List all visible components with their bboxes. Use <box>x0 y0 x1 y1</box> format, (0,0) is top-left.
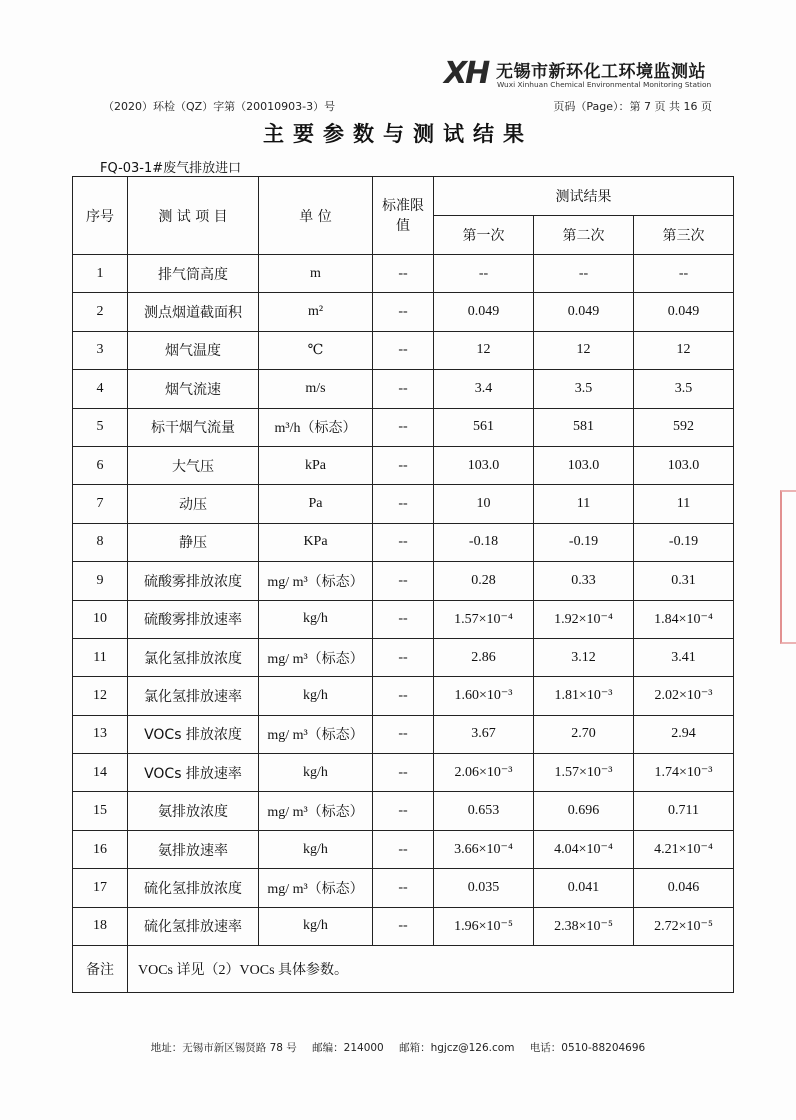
row-limit: -- <box>373 255 434 293</box>
table-row <box>73 562 734 600</box>
row-unit: kg/h <box>259 830 373 868</box>
row-run-1: 1.96×10⁻⁵ <box>434 907 534 945</box>
row-no: 9 <box>73 562 128 600</box>
row-unit: kPa <box>259 446 373 484</box>
row-run-3: 0.046 <box>634 869 734 907</box>
row-unit: KPa <box>259 523 373 561</box>
row-run-2: 0.049 <box>534 293 634 331</box>
row-no: 1 <box>73 255 128 293</box>
footer-address: 地址：无锡市新区锡贤路 78 号 <box>150 1042 297 1054</box>
row-limit: -- <box>373 830 434 868</box>
results-body <box>73 255 734 946</box>
row-run-1: 3.66×10⁻⁴ <box>434 830 534 868</box>
table-row <box>73 370 734 408</box>
row-limit: -- <box>373 677 434 715</box>
row-limit: -- <box>373 523 434 561</box>
row-run-1: 0.035 <box>434 869 534 907</box>
row-item: 烟气流速 <box>128 370 259 408</box>
row-run-2: -- <box>534 255 634 293</box>
row-item: VOCs 排放浓度 <box>128 715 259 753</box>
row-no: 15 <box>73 792 128 830</box>
row-run-1: -- <box>434 255 534 293</box>
row-no: 18 <box>73 907 128 945</box>
row-run-3: 2.02×10⁻³ <box>634 677 734 715</box>
row-item: 氯化氢排放速率 <box>128 677 259 715</box>
row-no: 17 <box>73 869 128 907</box>
row-unit: Pa <box>259 485 373 523</box>
row-limit: -- <box>373 715 434 753</box>
row-item: 硫化氢排放速率 <box>128 907 259 945</box>
header-unit: 单 位 <box>259 177 373 255</box>
row-unit: kg/h <box>259 677 373 715</box>
table-row <box>73 830 734 868</box>
row-run-1: 3.4 <box>434 370 534 408</box>
table-row <box>73 600 734 638</box>
row-no: 2 <box>73 293 128 331</box>
row-unit: m³/h（标态） <box>259 408 373 446</box>
row-run-3: 11 <box>634 485 734 523</box>
table-row <box>73 293 734 331</box>
row-unit: mg/ m³（标态） <box>259 792 373 830</box>
header-run-3: 第三次 <box>634 216 734 255</box>
row-run-3: 0.31 <box>634 562 734 600</box>
row-run-1: 0.049 <box>434 293 534 331</box>
row-run-2: -0.19 <box>534 523 634 561</box>
row-unit: kg/h <box>259 907 373 945</box>
row-run-3: -0.19 <box>634 523 734 561</box>
header-row-1 <box>73 177 734 216</box>
row-run-2: 1.92×10⁻⁴ <box>534 600 634 638</box>
row-no: 14 <box>73 754 128 792</box>
row-run-1: -0.18 <box>434 523 534 561</box>
table-row <box>73 408 734 446</box>
remark-row <box>73 946 734 993</box>
row-run-3: 4.21×10⁻⁴ <box>634 830 734 868</box>
footer <box>0 1040 796 1055</box>
row-item: 测点烟道截面积 <box>128 293 259 331</box>
table-row <box>73 754 734 792</box>
row-run-3: 3.41 <box>634 638 734 676</box>
row-run-2: 0.696 <box>534 792 634 830</box>
row-run-3: 12 <box>634 331 734 369</box>
logo-mark: XH <box>444 56 489 91</box>
row-item: 标干烟气流量 <box>128 408 259 446</box>
row-run-1: 2.06×10⁻³ <box>434 754 534 792</box>
table-row <box>73 869 734 907</box>
row-unit: kg/h <box>259 754 373 792</box>
header-run-2: 第二次 <box>534 216 634 255</box>
row-unit: kg/h <box>259 600 373 638</box>
row-item: 硫酸雾排放速率 <box>128 600 259 638</box>
row-no: 8 <box>73 523 128 561</box>
company-name-en: Wuxi Xinhuan Chemical Environmental Monitoring Station <box>497 80 712 89</box>
row-limit: -- <box>373 754 434 792</box>
footer-phone: 电话：0510-88204696 <box>529 1042 646 1054</box>
row-limit: -- <box>373 792 434 830</box>
row-item: 烟气温度 <box>128 331 259 369</box>
results-table <box>72 176 734 993</box>
page-info: 页码（Page）：第 7 页 共 16 页 <box>553 100 712 113</box>
row-item: 氨排放浓度 <box>128 792 259 830</box>
header-limit: 标准限值 <box>373 177 434 255</box>
row-run-2: 2.70 <box>534 715 634 753</box>
row-no: 7 <box>73 485 128 523</box>
row-item: 动压 <box>128 485 259 523</box>
row-run-1: 0.28 <box>434 562 534 600</box>
table-row <box>73 638 734 676</box>
row-run-1: 561 <box>434 408 534 446</box>
row-run-3: 1.74×10⁻³ <box>634 754 734 792</box>
row-run-3: 0.711 <box>634 792 734 830</box>
row-item: 氨排放速率 <box>128 830 259 868</box>
row-no: 10 <box>73 600 128 638</box>
row-run-3: 592 <box>634 408 734 446</box>
row-limit: -- <box>373 869 434 907</box>
row-no: 12 <box>73 677 128 715</box>
row-item: 氯化氢排放浓度 <box>128 638 259 676</box>
row-run-2: 12 <box>534 331 634 369</box>
row-no: 4 <box>73 370 128 408</box>
row-unit: mg/ m³（标态） <box>259 638 373 676</box>
footer-email: 邮箱：hgjcz@126.com <box>399 1042 515 1054</box>
row-no: 6 <box>73 446 128 484</box>
row-unit: mg/ m³（标态） <box>259 715 373 753</box>
table-row <box>73 523 734 561</box>
remark-label: 备注 <box>73 946 128 993</box>
row-run-3: 3.5 <box>634 370 734 408</box>
table-row <box>73 446 734 484</box>
row-item: 大气压 <box>128 446 259 484</box>
row-run-2: 0.041 <box>534 869 634 907</box>
row-limit: -- <box>373 331 434 369</box>
row-run-2: 4.04×10⁻⁴ <box>534 830 634 868</box>
row-run-1: 1.57×10⁻⁴ <box>434 600 534 638</box>
row-item: VOCs 排放速率 <box>128 754 259 792</box>
row-item: 硫化氢排放浓度 <box>128 869 259 907</box>
row-run-1: 2.86 <box>434 638 534 676</box>
table-row <box>73 715 734 753</box>
row-unit: m/s <box>259 370 373 408</box>
report-number: （2020）环检（QZ）字第（20010903-3）号 <box>103 100 336 113</box>
table-row <box>73 331 734 369</box>
row-run-2: 11 <box>534 485 634 523</box>
row-run-2: 1.81×10⁻³ <box>534 677 634 715</box>
remark-text: VOCs 详见（2）VOCs 具体参数。 <box>128 946 734 993</box>
row-limit: -- <box>373 600 434 638</box>
header-item: 测 试 项 目 <box>128 177 259 255</box>
row-limit: -- <box>373 408 434 446</box>
row-unit: mg/ m³（标态） <box>259 869 373 907</box>
row-no: 3 <box>73 331 128 369</box>
table-row <box>73 255 734 293</box>
row-run-3: 0.049 <box>634 293 734 331</box>
row-run-1: 12 <box>434 331 534 369</box>
row-item: 硫酸雾排放浓度 <box>128 562 259 600</box>
row-limit: -- <box>373 907 434 945</box>
table-row <box>73 485 734 523</box>
row-run-2: 3.12 <box>534 638 634 676</box>
row-run-3: 2.72×10⁻⁵ <box>634 907 734 945</box>
row-limit: -- <box>373 638 434 676</box>
sampling-point-label: FQ-03-1#废气排放进口 <box>100 161 242 176</box>
row-run-2: 0.33 <box>534 562 634 600</box>
row-unit: m <box>259 255 373 293</box>
station-logo <box>444 54 744 94</box>
row-unit: ℃ <box>259 331 373 369</box>
row-limit: -- <box>373 485 434 523</box>
row-run-3: -- <box>634 255 734 293</box>
row-run-1: 103.0 <box>434 446 534 484</box>
table-row <box>73 677 734 715</box>
document-title: 主要参数与测试结果 <box>263 122 533 146</box>
row-run-2: 2.38×10⁻⁵ <box>534 907 634 945</box>
row-run-2: 1.57×10⁻³ <box>534 754 634 792</box>
row-no: 16 <box>73 830 128 868</box>
row-run-1: 1.60×10⁻³ <box>434 677 534 715</box>
row-unit: m² <box>259 293 373 331</box>
row-no: 5 <box>73 408 128 446</box>
row-run-1: 0.653 <box>434 792 534 830</box>
row-run-1: 3.67 <box>434 715 534 753</box>
row-no: 13 <box>73 715 128 753</box>
header-results: 测试结果 <box>434 177 734 216</box>
header-run-1: 第一次 <box>434 216 534 255</box>
row-limit: -- <box>373 562 434 600</box>
row-item: 静压 <box>128 523 259 561</box>
row-run-1: 10 <box>434 485 534 523</box>
row-run-2: 3.5 <box>534 370 634 408</box>
table-row <box>73 792 734 830</box>
row-run-2: 581 <box>534 408 634 446</box>
row-run-3: 1.84×10⁻⁴ <box>634 600 734 638</box>
table-row <box>73 907 734 945</box>
row-item: 排气筒高度 <box>128 255 259 293</box>
row-run-3: 2.94 <box>634 715 734 753</box>
row-run-3: 103.0 <box>634 446 734 484</box>
row-unit: mg/ m³（标态） <box>259 562 373 600</box>
row-no: 11 <box>73 638 128 676</box>
row-limit: -- <box>373 446 434 484</box>
row-limit: -- <box>373 293 434 331</box>
company-name-cn: 无锡市新环化工环境监测站 <box>496 62 706 82</box>
row-limit: -- <box>373 370 434 408</box>
row-run-2: 103.0 <box>534 446 634 484</box>
header-no: 序号 <box>73 177 128 255</box>
footer-postcode: 邮编：214000 <box>312 1042 384 1054</box>
seal-stamp-edge <box>780 490 796 644</box>
